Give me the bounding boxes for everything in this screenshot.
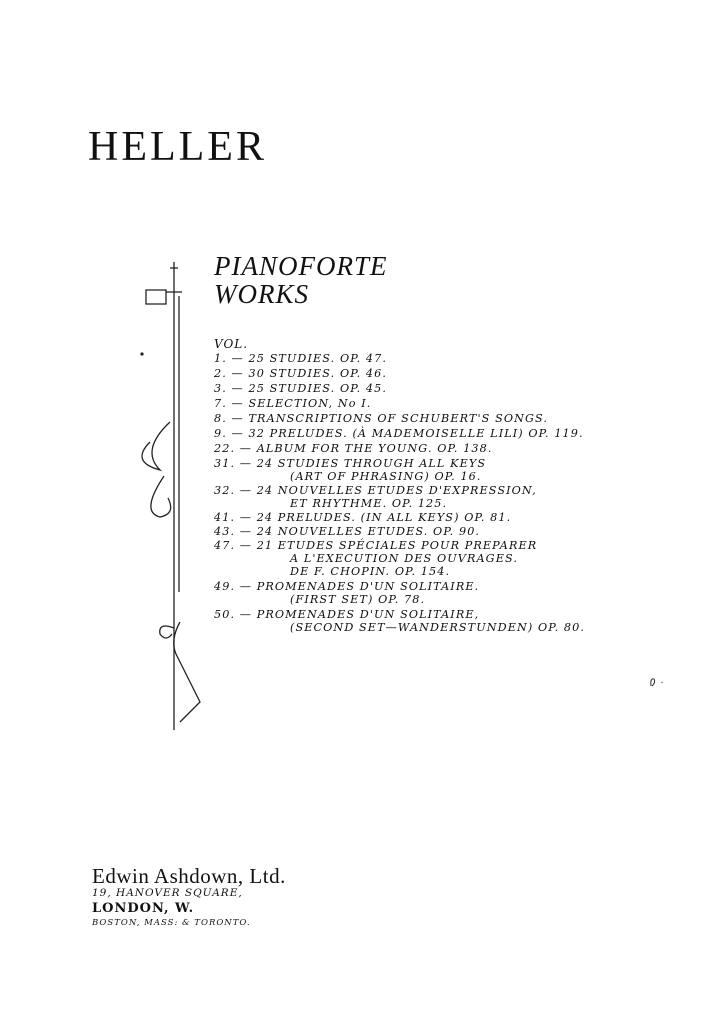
work-title-continued: DE F. CHOPIN. OP. 154. bbox=[290, 565, 451, 578]
work-title: ALBUM FOR THE YOUNG. OP. 138. bbox=[256, 442, 493, 455]
work-title-continued: (ART OF PHRASING) OP. 16. bbox=[290, 470, 482, 483]
publisher-address-line-3: BOSTON, MASS: & TORONTO. bbox=[92, 918, 251, 928]
work-item: 1. — 25 STUDIES. OP. 47. bbox=[214, 352, 387, 365]
vol-number: 32 bbox=[214, 484, 231, 497]
work-item: 9. — 32 PRELUDES. (À MADEMOISELLE LILI) OP. 119. bbox=[214, 427, 584, 440]
work-item: 49. — PROMENADES D'UN SOLITAIRE. bbox=[214, 580, 480, 593]
work-item: 41. — 24 PRELUDES. (IN ALL KEYS) OP. 81. bbox=[214, 511, 512, 524]
vol-number: 47 bbox=[214, 539, 231, 552]
stray-mark-icon bbox=[648, 676, 668, 688]
work-title: 32 PRELUDES. (À MADEMOISELLE LILI) OP. 119. bbox=[248, 427, 584, 440]
work-title: 24 PRELUDES. (IN ALL KEYS) OP. 81. bbox=[256, 511, 512, 524]
work-title: 21 ETUDES SPÉCIALES POUR PREPARER bbox=[256, 539, 538, 552]
vol-label: VOL. bbox=[214, 337, 249, 351]
vol-number: 1 bbox=[214, 352, 223, 365]
work-title-continued: (FIRST SET) OP. 78. bbox=[290, 593, 426, 606]
vol-number: 2 bbox=[214, 367, 223, 380]
work-title-continued: ET RHYTHME. OP. 125. bbox=[290, 497, 448, 510]
work-title: 25 STUDIES. OP. 45. bbox=[248, 382, 387, 395]
work-item: 7. — SELECTION, No I. bbox=[214, 397, 372, 410]
work-title: SELECTION, No I. bbox=[248, 397, 372, 410]
composer-name: HELLER bbox=[88, 124, 267, 170]
vol-number: 9 bbox=[214, 427, 223, 440]
work-title: 24 NOUVELLES ETUDES D'EXPRESSION, bbox=[256, 484, 537, 497]
title-line-2: WORKS bbox=[214, 279, 309, 309]
ornament-icon bbox=[130, 262, 202, 732]
work-item: 43. — 24 NOUVELLES ETUDES. OP. 90. bbox=[214, 525, 481, 538]
work-title: TRANSCRIPTIONS OF SCHUBERT'S SONGS. bbox=[248, 412, 549, 425]
vol-number: 41 bbox=[214, 511, 231, 524]
publisher-address-line-1: 19, HANOVER SQUARE, bbox=[92, 887, 243, 899]
work-title: PROMENADES D'UN SOLITAIRE. bbox=[256, 580, 480, 593]
vol-number: 50 bbox=[214, 608, 231, 621]
publisher-address-line-2: LONDON, W. bbox=[92, 901, 195, 916]
work-title: 24 NOUVELLES ETUDES. OP. 90. bbox=[256, 525, 481, 538]
work-item: 22. — ALBUM FOR THE YOUNG. OP. 138. bbox=[214, 442, 493, 455]
work-title-continued: (SECOND SET—WANDERSTUNDEN) OP. 80. bbox=[290, 621, 586, 634]
work-item: 32. — 24 NOUVELLES ETUDES D'EXPRESSION, bbox=[214, 484, 537, 497]
work-item: 31. — 24 STUDIES THROUGH ALL KEYS bbox=[214, 457, 487, 470]
work-item: 2. — 30 STUDIES. OP. 46. bbox=[214, 367, 387, 380]
work-item: 8. — TRANSCRIPTIONS OF SCHUBERT'S SONGS. bbox=[214, 412, 549, 425]
publisher-name: Edwin Ashdown, Ltd. bbox=[92, 864, 286, 888]
vol-number: 3 bbox=[214, 382, 223, 395]
work-item: 50. — PROMENADES D'UN SOLITAIRE, bbox=[214, 608, 480, 621]
vol-number: 49 bbox=[214, 580, 231, 593]
vol-number: 31 bbox=[214, 457, 231, 470]
work-title: 25 STUDIES. OP. 47. bbox=[248, 352, 387, 365]
work-item: 3. — 25 STUDIES. OP. 45. bbox=[214, 382, 387, 395]
title-line-1: PIANOFORTE bbox=[214, 251, 388, 281]
work-title-continued: A L'EXECUTION DES OUVRAGES. bbox=[290, 552, 518, 565]
vol-number: 7 bbox=[214, 397, 223, 410]
vol-number: 8 bbox=[214, 412, 223, 425]
work-item: 47. — 21 ETUDES SPÉCIALES POUR PREPARER bbox=[214, 539, 538, 552]
work-title: 30 STUDIES. OP. 46. bbox=[248, 367, 387, 380]
vol-number: 22 bbox=[214, 442, 231, 455]
vol-number: 43 bbox=[214, 525, 231, 538]
work-title: 24 STUDIES THROUGH ALL KEYS bbox=[256, 457, 487, 470]
work-title: PROMENADES D'UN SOLITAIRE, bbox=[256, 608, 480, 621]
